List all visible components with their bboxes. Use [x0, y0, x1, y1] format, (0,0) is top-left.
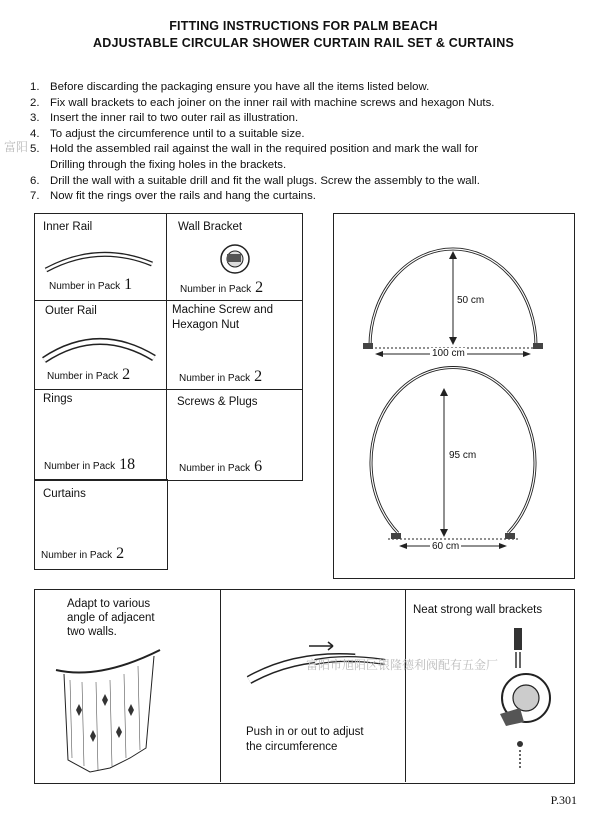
step-text: Insert the inner rail to two outer rail as illustration. — [50, 112, 299, 125]
step-text: To adjust the circumference until to a suitable size. — [50, 127, 305, 140]
step-7 — [30, 189, 590, 205]
push-text-2: the circumference — [246, 741, 338, 753]
grid-divider — [166, 213, 167, 479]
step-4 — [30, 127, 590, 143]
step-number: 2. — [30, 96, 40, 109]
step-number: 1. — [30, 81, 40, 93]
watermark-left: 富阳 — [4, 140, 29, 154]
top-width-dimension: 100 cm — [432, 348, 465, 359]
dimension-diagram — [333, 213, 574, 578]
title-line-2: ADJUSTABLE CIRCULAR SHOWER CURTAIN RAIL SET & CURTAINS — [93, 36, 514, 50]
wall-bracket-icon — [215, 241, 259, 277]
step-text: Fix wall brackets to each joiner on the inner rail with machine screws and hexagon Nuts. — [50, 96, 495, 109]
screws-plugs-label: Screws & Plugs — [177, 396, 258, 408]
brackets-text: Neat strong wall brackets — [413, 604, 543, 616]
curtains-label: Curtains — [43, 488, 86, 500]
step-number: 7. — [30, 190, 40, 203]
step-6 — [30, 174, 590, 190]
page-number: P.301 — [550, 793, 577, 807]
bottom-height-dimension: 95 cm — [449, 450, 477, 461]
step-text: Before discarding the packaging ensure you have all the items listed below. — [50, 81, 430, 93]
inner-rail-count: Number in Pack 1 — [49, 276, 133, 293]
step-5-continuation: Drilling through the fixing holes in the brackets. — [50, 158, 287, 171]
wall-bracket-exploded-illustration — [480, 622, 560, 772]
push-text-1: Push in or out to adjust — [246, 726, 364, 738]
step-5 — [30, 142, 590, 158]
features-divider — [405, 589, 406, 782]
title-line-1: FITTING INSTRUCTIONS FOR PALM BEACH — [169, 19, 438, 33]
curtains-count: Number in Pack 2 — [41, 545, 125, 562]
machine-screw-count: Number in Pack 2 — [179, 368, 263, 385]
outer-rail-label: Outer Rail — [45, 305, 97, 317]
hexagon-nut-label: Hexagon Nut — [172, 319, 240, 331]
step-text: Hold the assembled rail against the wall in the required position and mark the wall for — [50, 143, 479, 156]
step-2 — [30, 96, 590, 112]
step-number: 6. — [30, 174, 40, 187]
watermark: 富阳市旭阳区银隆德利阀配有五金厂 — [306, 658, 499, 672]
instruction-steps — [30, 80, 590, 205]
wall-bracket-label: Wall Bracket — [178, 221, 243, 233]
outer-rail-count: Number in Pack 2 — [47, 366, 131, 383]
screws-plugs-count: Number in Pack 6 — [179, 458, 263, 475]
inner-rail-label: Inner Rail — [43, 221, 93, 233]
features-divider — [220, 589, 221, 782]
step-number: 5. — [30, 143, 40, 156]
grid-divider — [34, 300, 302, 301]
rings-count: Number in Pack 18 — [44, 456, 136, 473]
top-height-dimension: 50 cm — [457, 295, 485, 306]
wall-bracket-count: Number in Pack 2 — [180, 279, 264, 296]
step-number: 4. — [30, 127, 40, 140]
step-3 — [30, 111, 590, 127]
machine-screw-label: Machine Screw and — [172, 304, 273, 316]
outer-rail-icon — [38, 326, 162, 370]
corner-curtain-illustration — [50, 640, 170, 780]
adapt-text-2: angle of adjacent — [67, 612, 155, 624]
adapt-text-3: two walls. — [67, 626, 117, 638]
bottom-width-dimension: 60 cm — [432, 541, 460, 552]
step-1 — [30, 80, 590, 96]
rings-label: Rings — [43, 393, 73, 405]
inner-rail-icon — [40, 240, 160, 280]
step-text: Drill the wall with a suitable drill and fit the wall plugs. Screw the assembly to the wall. — [50, 174, 480, 187]
step-number: 3. — [30, 112, 40, 125]
adapt-text-1: Adapt to various — [67, 598, 151, 610]
grid-divider — [34, 389, 302, 390]
step-text: Now fit the rings over the rails and hang the curtains. — [50, 190, 316, 203]
